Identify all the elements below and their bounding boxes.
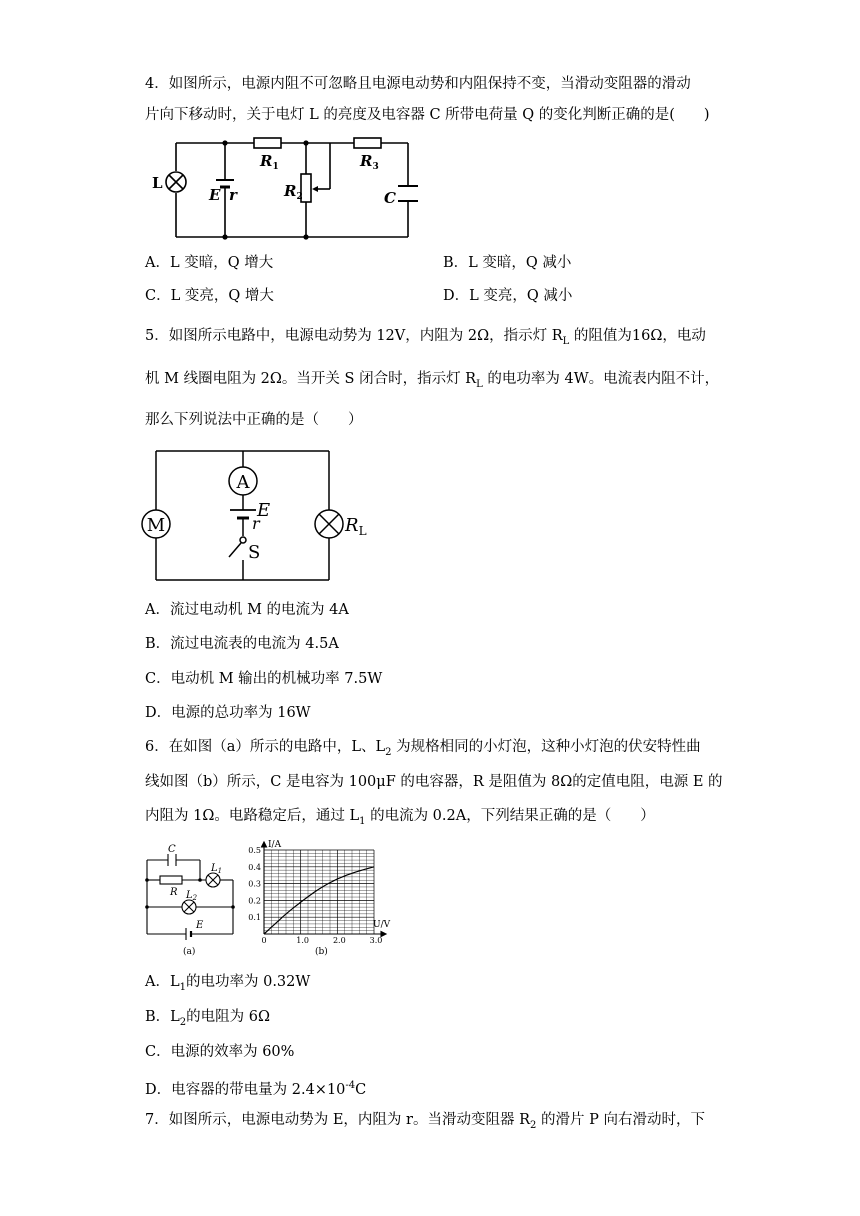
q5-fig-label-a: A <box>236 472 250 493</box>
q4-option-d[interactable]: D．L 变亮，Q 减小 <box>443 288 573 304</box>
chart-y-ticks <box>248 846 261 922</box>
x-tick-label: 2.0 <box>332 936 346 945</box>
q5-text-line1: 5．如图所示电路中，电源电动势为 12V，内阻为 2Ω，指示灯 $R_L$ 的阻值为16Ω，电动 <box>145 328 706 347</box>
q4-text-line2: 片向下移动时，关于电灯 L 的亮度及电容器 C 所带电荷量 Q 的变化判断正确的是( ) <box>145 107 710 123</box>
q5-text-line2: 机 M 线圈电阻为 2Ω。当开关 S 闭合时，指示灯 $R_L$ 的电功率为 4W。电流表内阻不计， <box>145 371 720 390</box>
x-tick-label: 1.0 <box>296 936 310 945</box>
y-tick-label: 0.4 <box>248 862 261 872</box>
q4-option-a[interactable]: A．L 变暗，Q 增大 <box>145 255 274 271</box>
q4-fig-label-r1: $R_1$ <box>260 152 279 172</box>
q5-fig-label-m: M <box>146 515 166 536</box>
q5-fig-label-s: S <box>248 542 261 563</box>
chart-y-axis-label: I/A <box>268 840 282 850</box>
q6-fig-caption-b: (b) <box>315 947 328 957</box>
q4-fig-label-r3: $R_3$ <box>360 152 379 172</box>
q5-fig-label-e: E <box>257 500 271 521</box>
q6-fig-caption-a: (a) <box>183 947 196 957</box>
q4-option-b[interactable]: B．L 变暗，Q 减小 <box>443 255 572 271</box>
q6-fig-label-r: R <box>170 887 178 898</box>
chart-axes <box>262 842 387 937</box>
y-tick-label: 0.3 <box>248 879 261 889</box>
y-tick-label: 0.5 <box>248 846 261 855</box>
q6-option-d[interactable]: D．电容器的带电量为 $2.4\times 10^{-4}C$ <box>145 1080 367 1098</box>
q6-option-b[interactable]: B．$L_2$的电阻为 6Ω <box>145 1009 271 1028</box>
q4-fig-label-r: r <box>229 186 237 204</box>
q5-text-line3: 那么下列说法中正确的是（ ） <box>145 412 363 428</box>
q6-fig-label-l1: $L_1$ <box>211 863 223 875</box>
q6-text-line3: 内阻为 1Ω。电路稳定后，通过 $L_1$ 的电流为 0.2A，下列结果正确的是（ ） <box>145 808 655 827</box>
q6-text-line1: 6．在如图（a）所示的电路中，L、$L_2$ 为规格相同的小灯泡，这种小灯泡的伏安特性曲 <box>145 739 701 758</box>
q5-fig-label-rl: $R_L$ <box>345 515 367 538</box>
q4-fig-label-r2: $R_2$ <box>284 182 303 202</box>
q5-option-a[interactable]: A．流过电动机 M 的电流为 4A <box>145 602 349 618</box>
x-tick-label: 3.0 <box>369 936 383 945</box>
q6-fig-label-l2: $L_2$ <box>186 890 198 902</box>
q6-fig-label-c: C <box>168 844 176 855</box>
q4-text-line1: 4．如图所示，电源内阻不可忽略且电源电动势和内阻保持不变，当滑动变阻器的滑动 <box>145 76 691 92</box>
q4-fig-label-e: E <box>209 186 221 204</box>
q5-option-b[interactable]: B．流过电流表的电流为 4.5A <box>145 636 339 652</box>
q4-fig-label-c: C <box>384 189 396 207</box>
q5-option-d[interactable]: D．电源的总功率为 16W <box>145 705 311 721</box>
y-tick-label: 0.1 <box>248 913 261 923</box>
q6-text-line2: 线如图（b）所示，C 是电容为 100μF 的电容器，R 是阻值为 8Ω的定值电阻，电源 E 的 <box>145 774 723 790</box>
chart-grid <box>264 850 374 934</box>
x-tick-label: 0 <box>261 936 267 945</box>
q5-fig-label-r: r <box>252 514 260 533</box>
q4-fig-label-l: L <box>152 174 163 192</box>
q7-text-line1: 7．如图所示，电源电动势为 E，内阻为 r。当滑动变阻器 $R_2$ 的滑片 P 向右滑动时，下 <box>145 1112 705 1131</box>
chart-x-axis-label: U/V <box>373 920 391 930</box>
q6-fig-label-e: E <box>196 920 204 931</box>
chart-x-ticks <box>261 936 382 945</box>
y-tick-label: 0.2 <box>248 896 261 906</box>
q5-option-c[interactable]: C．电动机 M 输出的机械功率 7.5W <box>145 671 383 687</box>
q6-option-a[interactable]: A．$L_1$的电功率为 0.32W <box>145 974 311 993</box>
q4-option-c[interactable]: C．L 变亮，Q 增大 <box>145 288 274 304</box>
q6-option-c[interactable]: C．电源的效率为 60% <box>145 1044 295 1060</box>
